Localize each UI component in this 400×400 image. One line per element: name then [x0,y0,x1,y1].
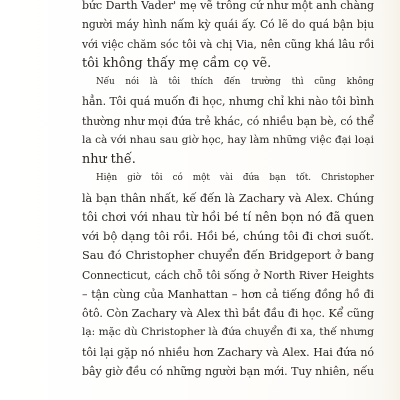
text-line: la cà với nhau sau giờ học, hay làm những việc đại loại [82,133,374,146]
text-line: là bạn thân nhất, kế đến là Zachary và Alex. Chúng [82,191,374,205]
text-line: – tận cùng của Manhattan – hơn cả tiếng đồng hồ đi [82,287,374,301]
text-line: với việc chăm sóc tôi và chị Via, nên cũng khá lâu rồi [82,37,374,51]
text-line: Sau đó Christopher chuyển đến Bridgeport ở bang [82,248,374,263]
text-line: ôtô. Còn Zachary và Alex thì bắt đầu đi học. Kể cũng [82,307,374,320]
text-line: tôi không thấy mẹ cầm cọ vẽ. [82,55,272,71]
text-line: tôi chơi với nhau từ hồi bé tí nên bọn nó đã quen [82,209,374,224]
text-line: Nếu nói là tôi thích đến trường thì cũng không [96,77,374,87]
text-line: thường như mọi đứa trẻ khác, có nhiều bạn bè, có thể [82,114,374,128]
text-line: hẳn. Tôi quá muốn đi học, nhưng chỉ khi nào tôi bình [82,95,375,109]
text-line: tôi lại gặp nó nhiều hơn Zachary và Alex. Hai đứa nó [82,345,374,359]
text-line: bây giờ đều có những người bạn mới. Tuy nhiên, nếu [82,364,374,378]
body-text [82,0,374,381]
text-line: với bộ dạng tôi rồi. Hồi bé, chúng tôi đi chơi suốt. [82,229,374,243]
text-line: người máy hình nấm kỳ quái ấy. Có lẽ do quá bận bịu [82,18,374,32]
text-line: như thế. [82,152,136,167]
text-line: Connecticut, cách chỗ tôi sống ở North River Heights [82,268,374,282]
text-line: bức Darth Vader' mẹ vẽ trông cứ như một anh chàng [82,0,374,12]
text-line: lạ: mặc dù Christopher là đứa chuyển đi xa, thế nhưng [82,326,374,339]
text-line: Hiện giờ tôi có một vài đứa bạn tốt. Christopher [96,173,374,184]
